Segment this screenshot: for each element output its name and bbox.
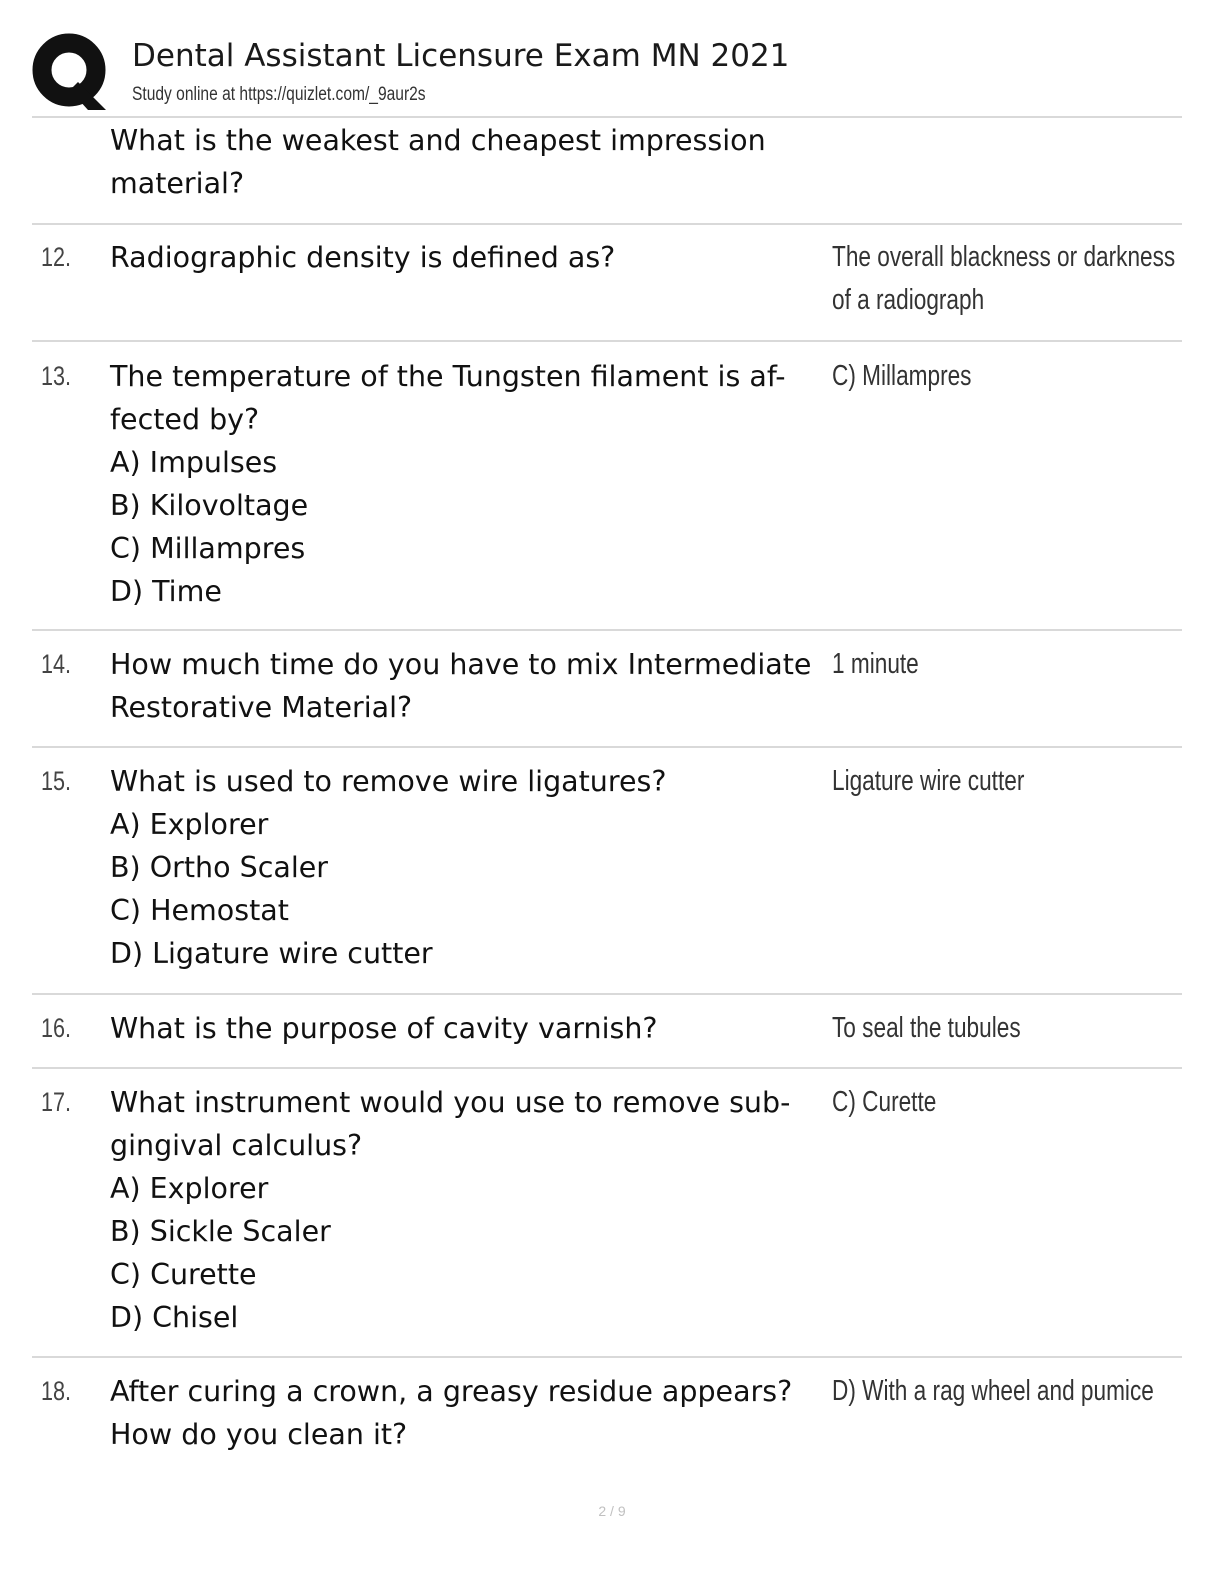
document-title: Dental Assistant Licensure Exam MN 2021 [132, 38, 790, 74]
card-answer: C) Curette [832, 1086, 937, 1118]
card-number: 17. [41, 1087, 72, 1117]
card-question: After curing a crown, a greasy residue appears? How do you clean it? [110, 1375, 793, 1451]
card-answer: Ligature wire cutter [832, 765, 1025, 797]
divider [32, 746, 1182, 748]
card-question: How much time do you have to mix Intermediate Restorative Material? [110, 648, 812, 724]
card-number: 18. [41, 1376, 72, 1406]
divider [32, 223, 1182, 225]
divider [32, 116, 1182, 118]
card-question: What instrument would you use to remove sub- gingival calculus? A) Explorer B) Sickle Scaler C) Curette D) Chisel [110, 1086, 791, 1334]
card-question: The temperature of the Tungsten filament is af- fected by? A) Impulses B) Kilovoltage C) Millampres D) Time [110, 360, 786, 608]
card-question: What is the purpose of cavity varnish? [110, 1012, 658, 1045]
divider [32, 993, 1182, 995]
card-answer: The overall blackness or darkness of a radiograph [832, 241, 1176, 316]
page-number: 2 / 9 [598, 1503, 626, 1519]
card-question: Radiographic density is defined as? [110, 241, 616, 274]
card-answer: To seal the tubules [832, 1012, 1021, 1044]
card-number: 15. [41, 766, 72, 796]
card-number: 14. [41, 649, 72, 679]
card-number: 16. [41, 1013, 72, 1043]
divider [32, 629, 1182, 631]
card-number: 13. [41, 361, 72, 391]
card-answer: 1 minute [832, 648, 919, 680]
divider [32, 340, 1182, 342]
card-question: What is the weakest and cheapest impression material? [110, 124, 766, 200]
page-header [32, 32, 1182, 116]
divider [32, 1356, 1182, 1358]
card-number: 12. [41, 242, 72, 272]
divider [32, 1067, 1182, 1069]
card-answer: D) With a rag wheel and pumice [832, 1375, 1154, 1407]
quizlet-logo-icon [32, 32, 110, 112]
study-online-link[interactable]: Study online at https://quizlet.com/_9aur2s [132, 84, 426, 105]
card-answer: C) Millampres [832, 360, 972, 392]
card-question: What is used to remove wire ligatures? A) Explorer B) Ortho Scaler C) Hemostat D) Ligature wire cutter [110, 765, 667, 970]
